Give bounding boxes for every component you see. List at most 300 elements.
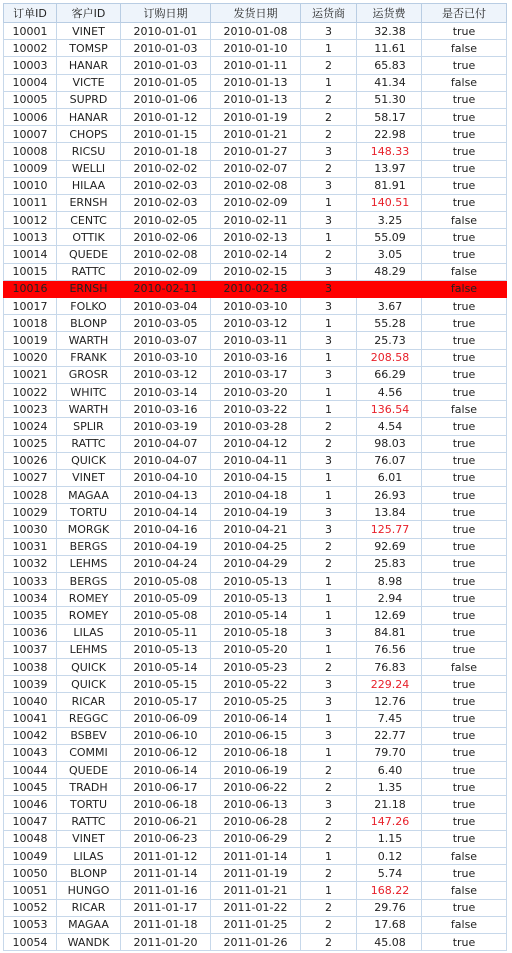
order-id-cell: 10052 [4,899,57,916]
customer-id-cell: FOLKO [57,298,121,315]
order-date-cell: 2010-02-09 [121,263,211,280]
order-date-cell: 2010-04-16 [121,521,211,538]
table-row[interactable] [4,332,507,349]
table-row[interactable] [4,298,507,315]
table-row[interactable] [4,229,507,246]
order-date-cell: 2010-05-08 [121,607,211,624]
freight-cell: 13.84 [357,504,422,521]
shipper-cell: 2 [301,830,357,847]
ship-date-cell: 2010-03-17 [211,366,301,383]
shipper-cell: 1 [301,315,357,332]
order-date-cell: 2011-01-16 [121,882,211,899]
customer-id-cell: HILAA [57,177,121,194]
table-row[interactable] [4,504,507,521]
paid-cell: true [422,830,507,847]
paid-cell: true [422,160,507,177]
table-row[interactable] [4,693,507,710]
paid-cell: true [422,418,507,435]
table-row[interactable] [4,796,507,813]
ship-date-cell: 2011-01-19 [211,865,301,882]
ship-date-cell: 2010-05-14 [211,607,301,624]
order-date-cell: 2010-06-09 [121,710,211,727]
paid-cell: true [422,194,507,211]
paid-cell: true [422,865,507,882]
shipper-cell: 1 [301,487,357,504]
paid-cell: true [422,91,507,108]
ship-date-cell: 2010-04-15 [211,469,301,486]
paid-cell: true [422,383,507,400]
ship-date-cell: 2010-06-14 [211,710,301,727]
shipper-cell: 3 [301,280,357,297]
order-id-cell: 10046 [4,796,57,813]
customer-id-cell: QUICK [57,452,121,469]
paid-cell: false [422,74,507,91]
customer-id-cell: RATTC [57,813,121,830]
customer-id-cell: OTTIK [57,229,121,246]
shipper-cell: 2 [301,779,357,796]
paid-cell: true [422,177,507,194]
table-row[interactable] [4,315,507,332]
order-date-cell: 2010-02-03 [121,177,211,194]
table-row[interactable] [4,246,507,263]
paid-cell: false [422,263,507,280]
ship-date-cell: 2010-04-12 [211,435,301,452]
freight-cell: 65.83 [357,57,422,74]
paid-cell: true [422,298,507,315]
shipper-cell: 1 [301,401,357,418]
table-row[interactable] [4,126,507,143]
freight-cell: 12.69 [357,607,422,624]
ship-date-cell: 2010-03-22 [211,401,301,418]
table-row[interactable] [4,40,507,57]
freight-cell: 92.69 [357,538,422,555]
ship-date-cell: 2010-01-08 [211,23,301,40]
order-id-cell: 10012 [4,212,57,229]
customer-id-cell: LEHMS [57,555,121,572]
freight-cell: 55.28 [357,315,422,332]
ship-date-cell: 2010-04-18 [211,487,301,504]
ship-date-cell: 2010-01-13 [211,91,301,108]
order-date-cell: 2010-01-03 [121,40,211,57]
freight-cell: 48.29 [357,263,422,280]
freight-cell: 7.45 [357,710,422,727]
paid-cell: true [422,349,507,366]
ship-date-cell: 2010-05-18 [211,624,301,641]
order-id-cell: 10040 [4,693,57,710]
order-date-cell: 2010-03-10 [121,349,211,366]
table-row[interactable] [4,57,507,74]
customer-id-cell: HUNGO [57,882,121,899]
order-id-cell: 10035 [4,607,57,624]
table-row[interactable] [4,573,507,590]
freight-cell: 51.30 [357,91,422,108]
freight-cell [357,280,422,297]
ship-date-cell: 2010-02-11 [211,212,301,229]
freight-cell: 1.35 [357,779,422,796]
customer-id-cell: TOMSP [57,40,121,57]
shipper-cell: 2 [301,418,357,435]
customer-id-cell: COMMI [57,744,121,761]
order-date-cell: 2010-01-03 [121,57,211,74]
shipper-cell: 3 [301,366,357,383]
customer-id-cell: BERGS [57,538,121,555]
table-row[interactable] [4,194,507,211]
order-id-cell: 10005 [4,91,57,108]
ship-date-cell: 2011-01-22 [211,899,301,916]
table-row[interactable] [4,727,507,744]
table-row[interactable] [4,401,507,418]
table-row[interactable] [4,813,507,830]
ship-date-cell: 2010-01-13 [211,74,301,91]
paid-cell: true [422,23,507,40]
paid-cell: true [422,590,507,607]
order-date-cell: 2010-01-01 [121,23,211,40]
table-row[interactable] [4,418,507,435]
table-row[interactable] [4,899,507,916]
shipper-cell: 3 [301,676,357,693]
order-id-cell: 10001 [4,23,57,40]
order-date-cell: 2010-05-08 [121,573,211,590]
freight-cell: 140.51 [357,194,422,211]
ship-date-cell: 2010-02-14 [211,246,301,263]
freight-cell: 81.91 [357,177,422,194]
table-row[interactable] [4,91,507,108]
paid-cell: true [422,813,507,830]
table-row[interactable] [4,23,507,40]
customer-id-cell: HANAR [57,108,121,125]
table-row[interactable] [4,744,507,761]
table-row[interactable] [4,865,507,882]
ship-date-cell: 2010-04-21 [211,521,301,538]
table-row[interactable] [4,933,507,950]
shipper-cell: 2 [301,555,357,572]
paid-cell: true [422,538,507,555]
ship-date-cell: 2010-02-08 [211,177,301,194]
shipper-cell: 1 [301,710,357,727]
freight-cell: 11.61 [357,40,422,57]
order-id-cell: 10033 [4,573,57,590]
customer-id-cell: GROSR [57,366,121,383]
customer-id-cell: RICSU [57,143,121,160]
order-date-cell: 2011-01-18 [121,916,211,933]
ship-date-cell: 2010-04-25 [211,538,301,555]
paid-cell: true [422,452,507,469]
order-id-cell: 10041 [4,710,57,727]
shipper-cell: 3 [301,212,357,229]
order-id-cell: 10022 [4,383,57,400]
shipper-cell: 3 [301,177,357,194]
ship-date-cell: 2010-04-11 [211,452,301,469]
paid-cell: true [422,573,507,590]
ship-date-cell: 2010-05-25 [211,693,301,710]
header-shipper[interactable]: 运货商 [301,4,357,23]
customer-id-cell: WANDK [57,933,121,950]
customer-id-cell: WELLI [57,160,121,177]
header-customer-id[interactable]: 客户ID [57,4,121,23]
order-date-cell: 2010-05-13 [121,641,211,658]
order-id-cell: 10053 [4,916,57,933]
ship-date-cell: 2010-03-28 [211,418,301,435]
order-date-cell: 2010-01-18 [121,143,211,160]
order-date-cell: 2010-04-24 [121,555,211,572]
order-id-cell: 10034 [4,590,57,607]
ship-date-cell: 2010-02-18 [211,280,301,297]
table-row[interactable] [4,177,507,194]
order-id-cell: 10050 [4,865,57,882]
table-row[interactable] [4,108,507,125]
paid-cell: true [422,521,507,538]
ship-date-cell: 2010-05-22 [211,676,301,693]
order-date-cell: 2010-06-18 [121,796,211,813]
table-row[interactable] [4,383,507,400]
order-date-cell: 2010-05-15 [121,676,211,693]
order-date-cell: 2010-06-12 [121,744,211,761]
ship-date-cell: 2010-05-13 [211,573,301,590]
shipper-cell: 1 [301,607,357,624]
table-row[interactable] [4,160,507,177]
order-id-cell: 10024 [4,418,57,435]
table-row[interactable] [4,916,507,933]
table-row[interactable] [4,590,507,607]
order-id-cell: 10020 [4,349,57,366]
order-date-cell: 2010-03-07 [121,332,211,349]
paid-cell: false [422,916,507,933]
freight-cell: 84.81 [357,624,422,641]
paid-cell: false [422,280,507,297]
freight-cell: 21.18 [357,796,422,813]
customer-id-cell: BLONP [57,865,121,882]
order-id-cell: 10007 [4,126,57,143]
header-order-id[interactable]: 订单ID [4,4,57,23]
order-date-cell: 2011-01-12 [121,848,211,865]
order-date-cell: 2010-03-14 [121,383,211,400]
order-id-cell: 10023 [4,401,57,418]
order-date-cell: 2010-02-02 [121,160,211,177]
header-row [4,4,507,23]
customer-id-cell: ERNSH [57,280,121,297]
table-row[interactable] [4,212,507,229]
customer-id-cell: TORTU [57,796,121,813]
freight-cell: 3.05 [357,246,422,263]
customer-id-cell: QUICK [57,658,121,675]
order-date-cell: 2010-04-14 [121,504,211,521]
paid-cell: true [422,108,507,125]
shipper-cell: 3 [301,693,357,710]
table-row[interactable] [4,487,507,504]
order-id-cell: 10014 [4,246,57,263]
shipper-cell: 1 [301,229,357,246]
header-paid[interactable]: 是否已付 [422,4,507,23]
ship-date-cell: 2010-01-11 [211,57,301,74]
table-row[interactable] [4,641,507,658]
order-date-cell: 2011-01-14 [121,865,211,882]
customer-id-cell: QUEDE [57,246,121,263]
paid-cell: true [422,796,507,813]
paid-cell: true [422,744,507,761]
table-row[interactable] [4,848,507,865]
freight-cell: 41.34 [357,74,422,91]
order-id-cell: 10026 [4,452,57,469]
freight-cell: 45.08 [357,933,422,950]
shipper-cell: 3 [301,727,357,744]
order-date-cell: 2011-01-17 [121,899,211,916]
customer-id-cell: REGGC [57,710,121,727]
table-row[interactable] [4,658,507,675]
order-date-cell: 2010-03-05 [121,315,211,332]
ship-date-cell: 2010-02-09 [211,194,301,211]
freight-cell: 29.76 [357,899,422,916]
customer-id-cell: LILAS [57,848,121,865]
customer-id-cell: VINET [57,469,121,486]
table-row[interactable] [4,779,507,796]
ship-date-cell: 2010-02-07 [211,160,301,177]
order-date-cell: 2010-04-07 [121,452,211,469]
ship-date-cell: 2010-01-19 [211,108,301,125]
order-id-cell: 10002 [4,40,57,57]
table-row[interactable] [4,435,507,452]
order-id-cell: 10049 [4,848,57,865]
order-date-cell: 2010-04-07 [121,435,211,452]
paid-cell: true [422,504,507,521]
order-date-cell: 2010-04-13 [121,487,211,504]
shipper-cell: 1 [301,882,357,899]
table-row[interactable] [4,74,507,91]
shipper-cell: 2 [301,160,357,177]
order-id-cell: 10045 [4,779,57,796]
customer-id-cell: TRADH [57,779,121,796]
order-date-cell: 2010-01-05 [121,74,211,91]
customer-id-cell: RATTC [57,435,121,452]
table-row[interactable] [4,469,507,486]
ship-date-cell: 2011-01-25 [211,916,301,933]
order-id-cell: 10013 [4,229,57,246]
paid-cell: false [422,212,507,229]
order-date-cell: 2010-06-10 [121,727,211,744]
order-id-cell: 10017 [4,298,57,315]
ship-date-cell: 2010-01-10 [211,40,301,57]
table-row-highlighted[interactable] [4,280,507,297]
freight-cell: 12.76 [357,693,422,710]
table-row[interactable] [4,263,507,280]
paid-cell: true [422,779,507,796]
table-row[interactable] [4,830,507,847]
customer-id-cell: HANAR [57,57,121,74]
shipper-cell: 3 [301,796,357,813]
order-id-cell: 10044 [4,762,57,779]
table-row[interactable] [4,676,507,693]
table-row[interactable] [4,521,507,538]
paid-cell: false [422,848,507,865]
table-row[interactable] [4,624,507,641]
paid-cell: true [422,555,507,572]
order-date-cell: 2010-05-09 [121,590,211,607]
table-body [4,23,507,951]
order-id-cell: 10031 [4,538,57,555]
freight-cell: 148.33 [357,143,422,160]
shipper-cell: 1 [301,573,357,590]
customer-id-cell: LEHMS [57,641,121,658]
order-id-cell: 10021 [4,366,57,383]
header-freight[interactable]: 运货费 [357,4,422,23]
order-id-cell: 10019 [4,332,57,349]
shipper-cell: 1 [301,40,357,57]
table-row[interactable] [4,762,507,779]
ship-date-cell: 2010-01-27 [211,143,301,160]
ship-date-cell: 2010-04-19 [211,504,301,521]
ship-date-cell: 2010-06-29 [211,830,301,847]
shipper-cell: 2 [301,108,357,125]
customer-id-cell: TORTU [57,504,121,521]
order-id-cell: 10042 [4,727,57,744]
table-row[interactable] [4,366,507,383]
header-order-date[interactable]: 订购日期 [121,4,211,23]
order-id-cell: 10029 [4,504,57,521]
order-id-cell: 10039 [4,676,57,693]
table-row[interactable] [4,607,507,624]
customer-id-cell: BSBEV [57,727,121,744]
freight-cell: 147.26 [357,813,422,830]
freight-cell: 25.83 [357,555,422,572]
ship-date-cell: 2010-04-29 [211,555,301,572]
paid-cell: true [422,126,507,143]
table-row[interactable] [4,538,507,555]
ship-date-cell: 2010-05-13 [211,590,301,607]
freight-cell: 3.25 [357,212,422,229]
paid-cell: false [422,658,507,675]
order-date-cell: 2010-06-14 [121,762,211,779]
order-date-cell: 2010-01-12 [121,108,211,125]
ship-date-cell: 2010-03-10 [211,298,301,315]
table-row[interactable] [4,143,507,160]
customer-id-cell: QUICK [57,676,121,693]
shipper-cell: 2 [301,933,357,950]
ship-date-cell: 2010-06-19 [211,762,301,779]
table-row[interactable] [4,882,507,899]
paid-cell: true [422,229,507,246]
customer-id-cell: ROMEY [57,607,121,624]
paid-cell: true [422,469,507,486]
customer-id-cell: CHOPS [57,126,121,143]
paid-cell: true [422,624,507,641]
paid-cell: true [422,933,507,950]
orders-table [3,3,507,951]
ship-date-cell: 2010-05-20 [211,641,301,658]
order-date-cell: 2010-01-06 [121,91,211,108]
order-id-cell: 10038 [4,658,57,675]
order-id-cell: 10037 [4,641,57,658]
paid-cell: true [422,246,507,263]
customer-id-cell: RATTC [57,263,121,280]
paid-cell: true [422,315,507,332]
freight-cell: 22.98 [357,126,422,143]
customer-id-cell: WARTH [57,401,121,418]
freight-cell: 13.97 [357,160,422,177]
table-row[interactable] [4,452,507,469]
freight-cell: 6.01 [357,469,422,486]
shipper-cell: 3 [301,23,357,40]
freight-cell: 2.94 [357,590,422,607]
header-ship-date[interactable]: 发货日期 [211,4,301,23]
ship-date-cell: 2010-03-16 [211,349,301,366]
customer-id-cell: ERNSH [57,194,121,211]
order-id-cell: 10016 [4,280,57,297]
paid-cell: false [422,401,507,418]
table-row[interactable] [4,349,507,366]
paid-cell: true [422,727,507,744]
table-row[interactable] [4,710,507,727]
freight-cell: 4.54 [357,418,422,435]
table-row[interactable] [4,555,507,572]
